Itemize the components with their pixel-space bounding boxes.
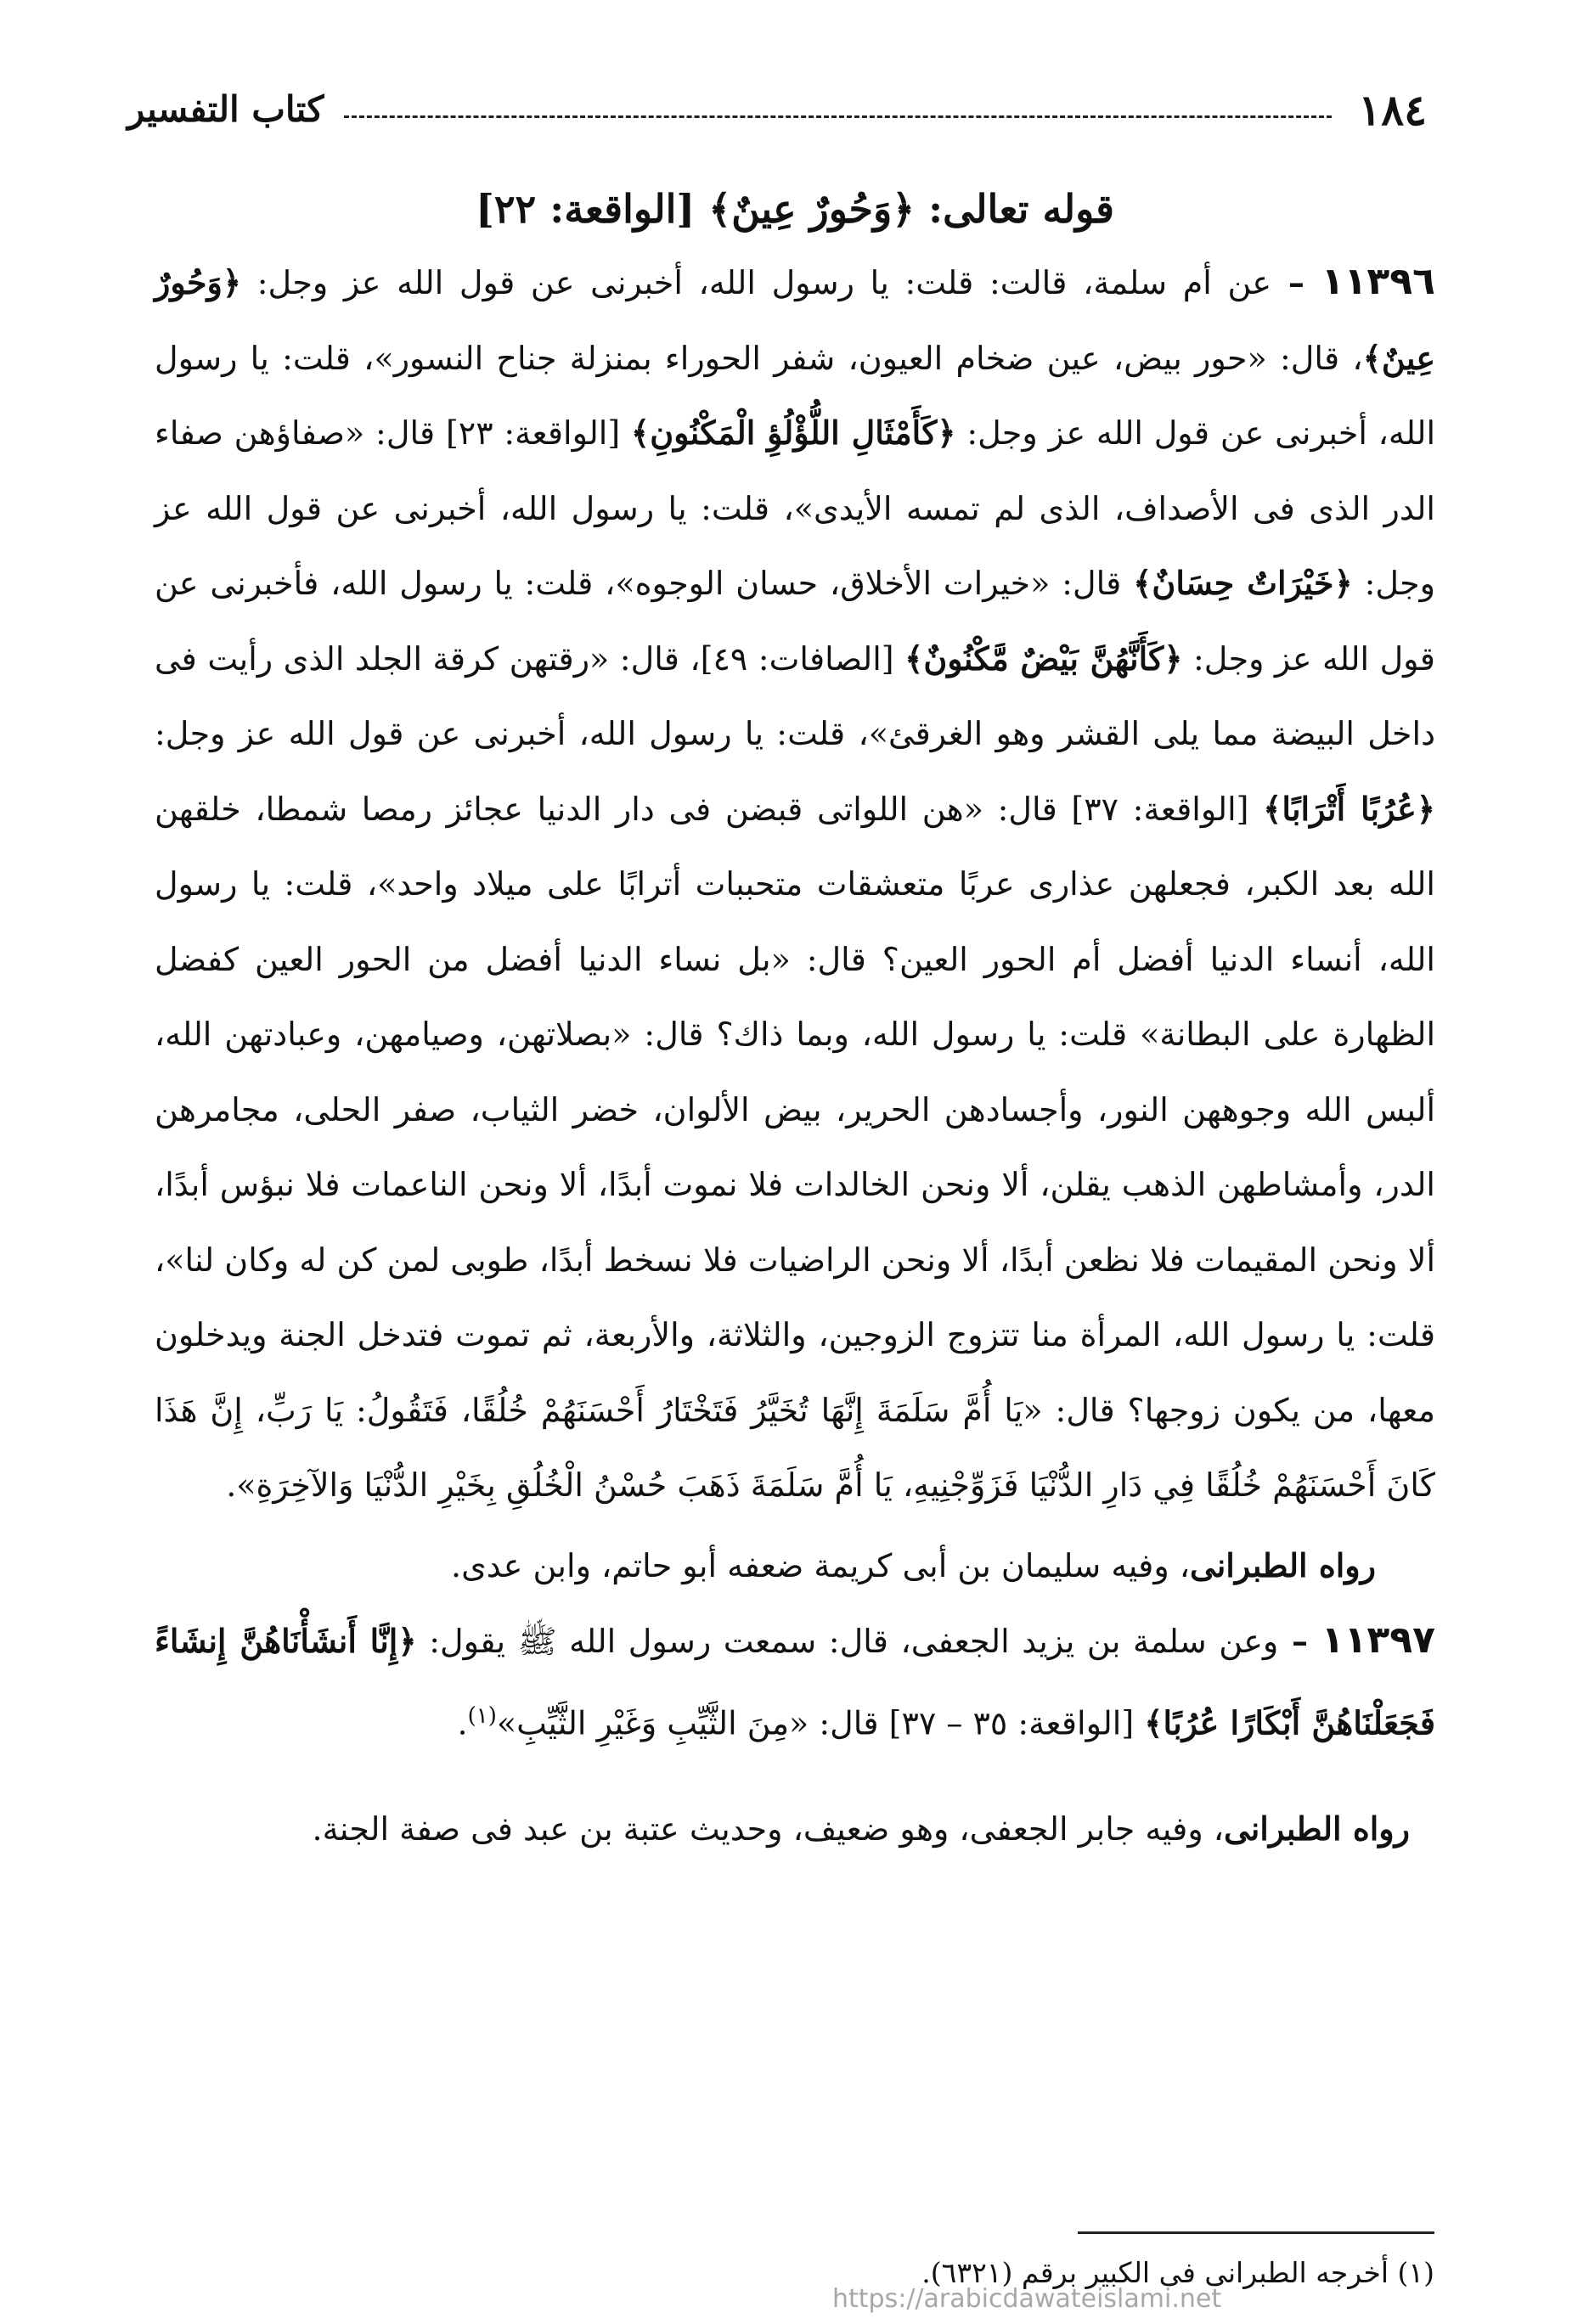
footnote-rule	[1078, 2231, 1434, 2234]
hadith-paragraph	[155, 245, 1435, 1523]
quran-quote: ﴿كَأَمْثَالِ اللُّؤْلُؤِ الْمَكْنُونِ﴾	[630, 414, 956, 452]
heading-prefix: قوله تعالى:	[915, 186, 1114, 232]
quran-quote: ﴿وَحُورٌ عِينٌ﴾	[155, 263, 1435, 377]
narration-note	[155, 1528, 1435, 1603]
hadith-number: ١١٣٩٧	[1321, 1618, 1435, 1662]
hadith-text: ، قال: «حور بيض، عين ضخام العيون، شفر الحوراء بمنزلة جناح النسور»، قلت: يا رسول الله، أخبرنى عن قول الله عز وجل:	[155, 339, 1436, 452]
footnote: (١) أخرجه الطبرانى فى الكبير برقم (٦٣٢١).	[921, 2256, 1434, 2289]
quran-quote: ﴿عُرُبًا أَتْرَابًا﴾	[1263, 789, 1436, 828]
header-dashed-rule	[344, 115, 1332, 118]
hadith-text: [الواقعة: ٢٣] قال: «صفاؤهن صفاء الدر الذى فى الأصداف، الذى لم تمسه الأيدى»، قلت: يا رسول الله، أخبرنى عن قول الله عز وجل:	[155, 414, 1436, 602]
narration-note	[155, 1792, 1435, 1866]
hadith-paragraph	[155, 1603, 1435, 1762]
hadith-text: وعن سلمة بن يزيد الجعفى، قال: سمعت رسول الله ﷺ يقول:	[416, 1622, 1279, 1660]
quran-quote: ﴿كَأَنَّهُنَّ بَيْضٌ مَّكْنُونٌ﴾	[904, 639, 1183, 678]
book-title: كتاب التفسير	[127, 88, 324, 130]
hadith-text: .	[457, 1704, 468, 1742]
watermark-url: https://arabicdawateislami.net	[832, 2284, 1222, 2314]
hadith-text: [الصافات: ٤٩]، قال: «رقتهن كرقة الجلد الذى رأيت فى داخل البيضة مما يلى القشر وهو الغرقئ»، قلت: يا رسول الله، أخبرنى عن قول الله عز وجل:	[155, 639, 1435, 752]
hadith-dash: –	[1278, 1621, 1321, 1660]
hadith-text: قال: «خيرات الأخلاق، حسان الوجوه»، قلت: يا رسول الله، فأخبرنى عن قول الله عز وجل:	[155, 565, 1435, 678]
quran-quote: ﴿خَيْرَاتٌ حِسَانٌ﴾	[1133, 564, 1353, 602]
narration-lead: رواه الطبرانى	[1224, 1809, 1410, 1849]
hadith-text: [الواقعة: ٣٥ – ٣٧] قال: «مِنَ الثَّيِّبِ وَغَيْرِ الثَّيِّبِ»	[496, 1704, 1145, 1742]
heading-reference: [الواقعة: ٢٢]	[476, 186, 709, 232]
hadith-text: [الواقعة: ٣٧] قال: «هن اللواتى قبضن فى دار الدنيا عجائز رمصا شمطا، خلقهن الله بعد الكبر، فجعلهن عذارى عربًا متعشقات متحببات أترابًا على ميلاد واحد»، قلت: يا رسول الله، أنساء الدنيا أفضل أم الحور العين؟ قال: «بل نساء الدنيا أفضل من الحور العين كفضل الظهارة على البطانة» قلت: يا رسول الله، وبما ذاك؟ قال: «بصلاتهن، وصيامهن، وعبادتهن الله، ألبس الله وجوههن النور، وأجسادهن الحرير، بيض الألوان، خضر الثياب، صفر الحلى، مجامرهن الدر، وأمشاطهن الذهب يقلن، ألا ونحن الخالدات فلا نموت أبدًا، ألا ونحن الناعمات فلا نبؤس أبدًا، ألا ونحن المقيمات فلا نظعن أبدًا، ألا ونحن الراضيات فلا نسخط أبدًا، طوبى لمن كن له وكان لنا»، قلت: يا رسول الله، المرأة منا تتزوج الزوجين، والثلاثة، والأربعة، ثم تموت فتدخل الجنة ويدخلون معها، من يكون زوجها؟ قال: «يَا أُمَّ سَلَمَةَ إِنَّهَا تُخَيَّرُ فَتَخْتَارُ أَحْسَنَهُمْ خُلُقًا، فَتَقُولُ: يَا رَبِّ، إِنَّ هَذَا كَانَ أَحْسَنَهُمْ خُلُقًا فِي دَارِ الدُّنْيَا فَزَوِّجْنِيهِ، يَا أُمَّ سَلَمَةَ ذَهَبَ حُسْنُ الْخُلُقِ بِخَيْرِ الدُّنْيَا وَالآخِرَةِ».	[155, 790, 1435, 1504]
footnote-marker: (١)	[467, 1703, 497, 1729]
hadith-number: ١١٣٩٦	[1321, 260, 1435, 303]
page-number: ١٨٤	[1358, 85, 1427, 135]
quran-quote: ﴿إِنَّا أَنشَأْنَاهُنَّ إِنشَاءً فَجَعَلْنَاهُنَّ أَبْكَارًا عُرُبًا﴾	[155, 1621, 1435, 1742]
narration-lead: رواه الطبرانى	[1190, 1545, 1376, 1584]
narration-text: ، وفيه جابر الجعفى، وهو ضعيف، وحديث عتبة بن عبد فى صفة الجنة.	[312, 1810, 1225, 1849]
heading-verse: ﴿وَحُورٌ عِينٌ﴾	[708, 186, 916, 232]
page-body	[155, 177, 1435, 1866]
hadith-dash: –	[1271, 263, 1321, 301]
narration-text: ، وفيه سليمان بن أبى كريمة ضعفه أبو حاتم، وابن عدى.	[450, 1546, 1191, 1584]
hadith-text: عن أم سلمة، قالت: قلت: يا رسول الله، أخبرنى عن قول الله عز وجل:	[241, 264, 1272, 301]
section-heading	[155, 177, 1435, 241]
running-header	[127, 85, 1427, 144]
spacer	[155, 1761, 1435, 1787]
